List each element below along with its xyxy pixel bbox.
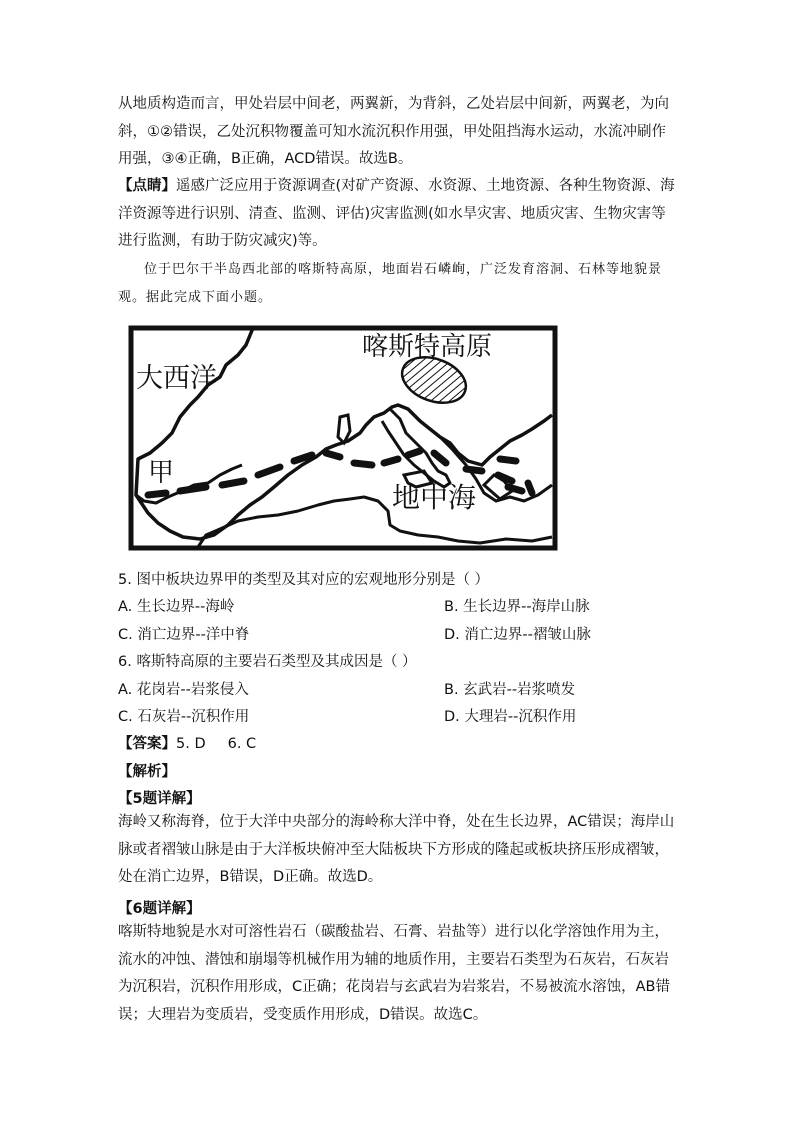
q5-option-c: C. 消亡边界--洋中脊 [118,627,250,643]
dianjing-text: 遥感广泛应用于资源调查(对矿产资源、水资源、土地资源、各种生物资源、海洋资源等进行识别、清查、监测、评估)灾害监测(如水旱灾害、地质灾害、生物灾害等进行监测，有助于防灾减灾)等。 [118,178,675,249]
answer-line [118,734,256,754]
q6-option-b: B. 玄武岩--岩浆喷发 [444,682,576,698]
detail-5-tag: 【5题详解】 [118,791,201,807]
q5-option-d: D. 消亡边界--褶皱山脉 [444,627,591,643]
question-5-stem: 5. 图中板块边界甲的类型及其对应的宏观地形分别是（ ） [118,572,490,588]
question-6-stem: 6. 喀斯特高原的主要岩石类型及其成因是（ ） [118,654,417,670]
detail-6-tag: 【6题详解】 [118,901,201,917]
q5-option-b: B. 生长边界--海岸山脉 [444,599,590,615]
intro-paragraph [118,91,676,174]
dianjing-paragraph [118,173,676,256]
question-stem [118,256,663,312]
intro-text: 从地质构造而言，甲处岩层中间老，两翼新，为背斜，乙处岩层中间新，两翼老，为向斜，①②错误，乙处沉积物覆盖可知水流沉积作用强，甲处阻挡海水运动，水流冲刷作用强，③④正确，B正确，ACD错误。故选B。 [118,96,669,167]
q6-option-d: D. 大理岩--沉积作用 [444,709,577,725]
q6-option-c: C. 石灰岩--沉积作用 [118,709,250,725]
answer-5: 5. D [176,736,206,752]
label-karst-plateau: 喀斯特高原 [362,332,493,362]
label-atlantic: 大西洋 [136,363,217,394]
dianjing-tag: 【点睛】 [118,178,176,194]
answer-6: 6. C [227,736,257,752]
stem-text: 位于巴尔干半岛西北部的喀斯特高原，地面岩石嶙峋，广泛发育溶洞、石林等地貌景观。据此完成下面小题。 [118,262,663,305]
analysis-tag: 【解析】 [118,764,176,780]
detail-5-text: 海岭又称海脊，位于大洋中央部分的海岭称大洋中脊，处在生长边界，AC错误；海岸山脉或者褶皱山脉是由于大洋板块俯冲至大陆板块下方形成的隆起或板块挤压形成褶皱，处在消亡边界，B错误，D正确。故选D。 [118,814,675,885]
label-jia: 甲 [148,458,175,488]
label-mediterranean: 地中海 [392,481,477,514]
karst-map-figure [128,325,558,551]
answer-tag: 【答案】 [118,736,176,752]
q6-option-a: A. 花岗岩--岩浆侵入 [118,682,249,698]
q5-option-a: A. 生长边界--海岭 [118,599,235,615]
detail-6-text: 喀斯特地貌是水对可溶性岩石（碳酸盐岩、石膏、岩盐等）进行以化学溶蚀作用为主，流水的冲蚀、潜蚀和崩塌等机械作用为辅的地质作用，主要岩石类型为石灰岩，石灰岩为沉积岩，沉积作用形成，C正确；花岗岩与玄武岩为岩浆岩，不易被流水溶蚀，AB错误；大理岩为变质岩，受变质作用形成，D错误。故选C。 [118,924,670,1023]
